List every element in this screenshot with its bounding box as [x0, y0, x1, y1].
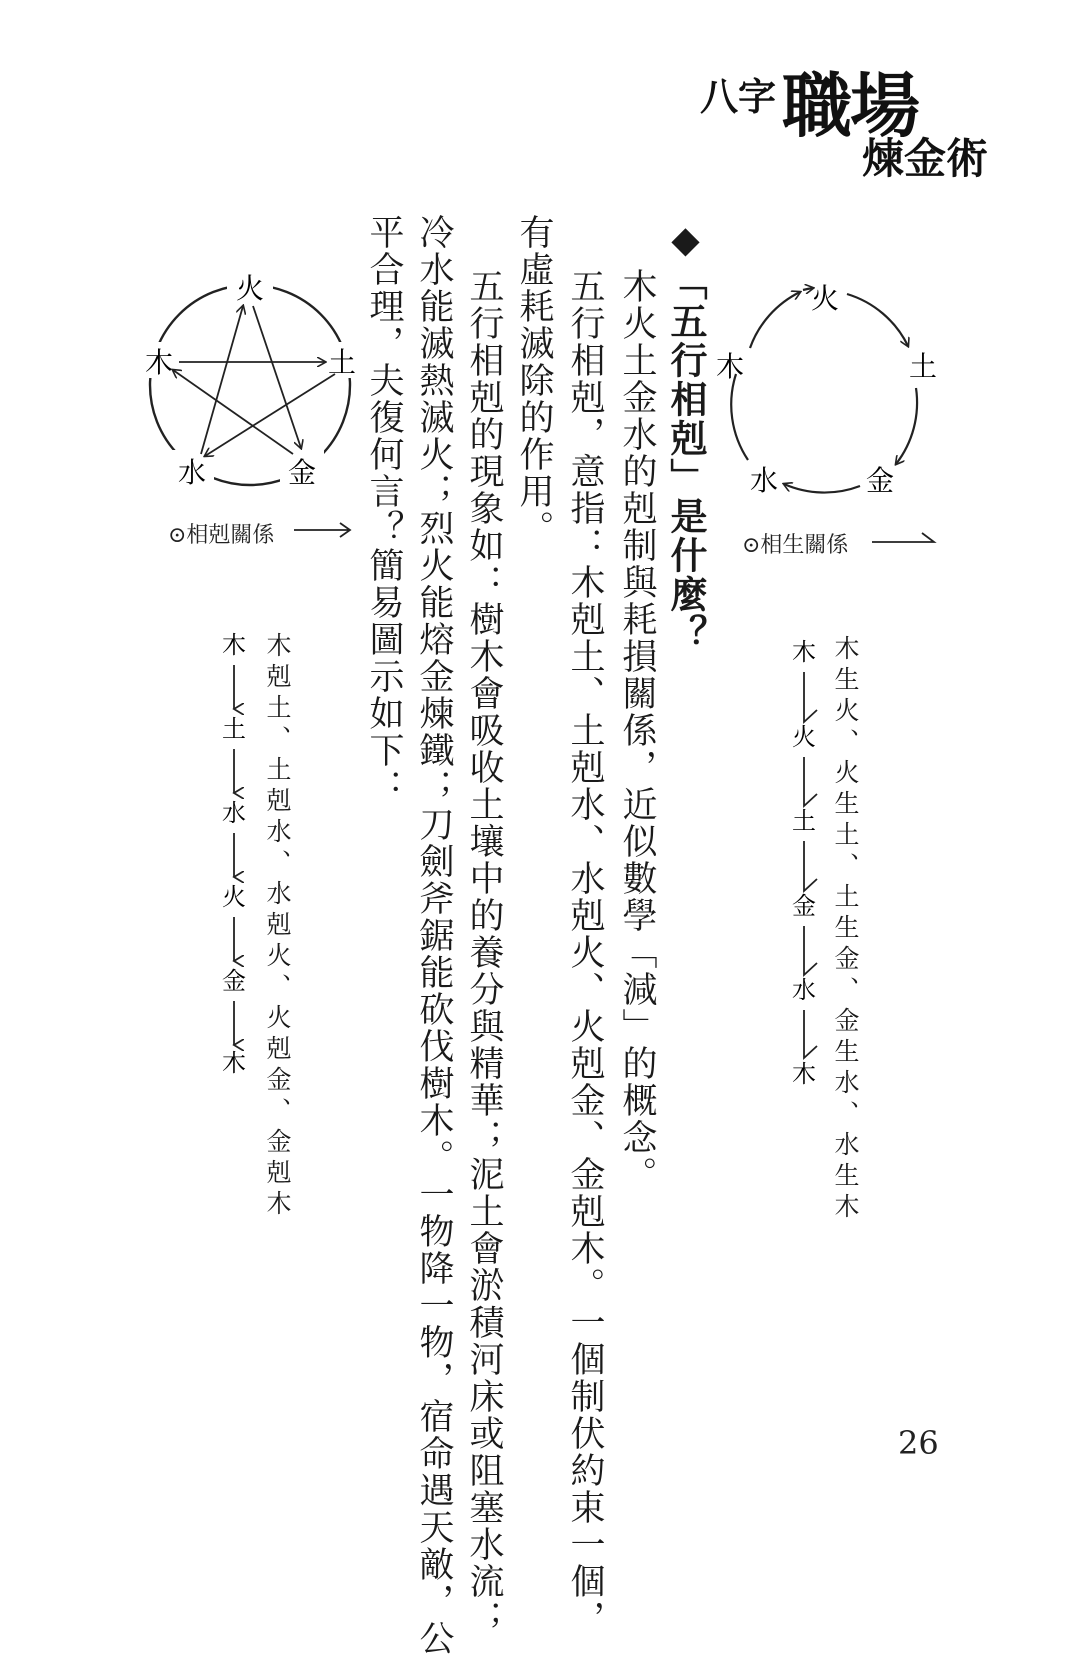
over-chain-5: 金 [222, 967, 246, 995]
paragraph-3: 有虛耗滅除的作用。 [514, 214, 554, 547]
overcoming-label: ⊙相剋關係 [168, 523, 275, 548]
overcoming-cycle-diagram [125, 260, 375, 510]
gen-chain-1: 木 [792, 638, 816, 666]
gen-node-fire: 火 [810, 282, 840, 315]
over-chain-4: 火 [222, 883, 246, 911]
overcoming-chain [214, 625, 264, 1080]
over-chain-6: 木 [222, 1049, 246, 1077]
book-title-prefix: 八字 [700, 74, 777, 119]
generating-summary: 木生火、火生土、土生金、金生水、水生木 [831, 635, 860, 1224]
generating-label: ⊙相生關係 [742, 533, 849, 558]
gen-node-earth: 土 [908, 350, 938, 383]
paragraph-2: 五行相剋，意指：木剋土、土剋水、水剋火、火剋金、金剋木。一個制伏約束一個， [565, 268, 605, 1637]
paragraph-1: 木火土金水的剋制與耗損關係，近似數學「減」的概念。 [617, 268, 657, 1193]
gen-chain-6: 木 [792, 1060, 816, 1088]
overcoming-summary: 木剋土、土剋水、水剋火、火剋金、金剋木 [263, 632, 292, 1221]
paragraph-4: 五行相剋的現象如：樹木會吸收土壤中的養分與精華；泥土會淤積河床或阻塞水流； [464, 268, 504, 1637]
paragraph-6: 平合理，夫復何言？簡易圖示如下： [364, 214, 404, 806]
page-number: 26 [898, 1424, 939, 1462]
gen-node-wood: 木 [715, 350, 745, 383]
gen-chain-2: 火 [792, 723, 816, 751]
gen-node-water: 水 [749, 464, 779, 497]
over-chain-1: 木 [222, 631, 246, 659]
section-heading: ◆「五行相剋」是什麼？ [664, 218, 707, 653]
over-chain-3: 水 [222, 799, 246, 827]
paragraph-5: 冷水能滅熱滅火；烈火能熔金煉鐵；刀劍斧鋸能砍伐樹木。一物降一物，宿命遇天敵，公 [414, 214, 454, 1657]
generating-cycle-diagram [690, 270, 960, 510]
over-chain-2: 土 [222, 715, 246, 743]
over-node-wood: 木 [144, 346, 174, 379]
gen-chain-4: 金 [792, 892, 816, 920]
over-node-earth: 土 [327, 346, 357, 379]
book-title [690, 40, 1000, 183]
over-node-metal: 金 [287, 456, 317, 489]
over-node-water: 水 [177, 456, 207, 489]
overcoming-label-arrow [292, 520, 357, 540]
book-title-suffix: 煉金術 [862, 134, 989, 183]
gen-chain-5: 水 [792, 976, 816, 1004]
generating-label-arrow [870, 530, 940, 550]
gen-node-metal: 金 [865, 464, 895, 497]
gen-chain-3: 土 [792, 807, 816, 835]
over-node-fire: 火 [235, 272, 265, 305]
generating-chain [784, 630, 834, 1090]
book-title-main: 職場 [782, 64, 918, 147]
